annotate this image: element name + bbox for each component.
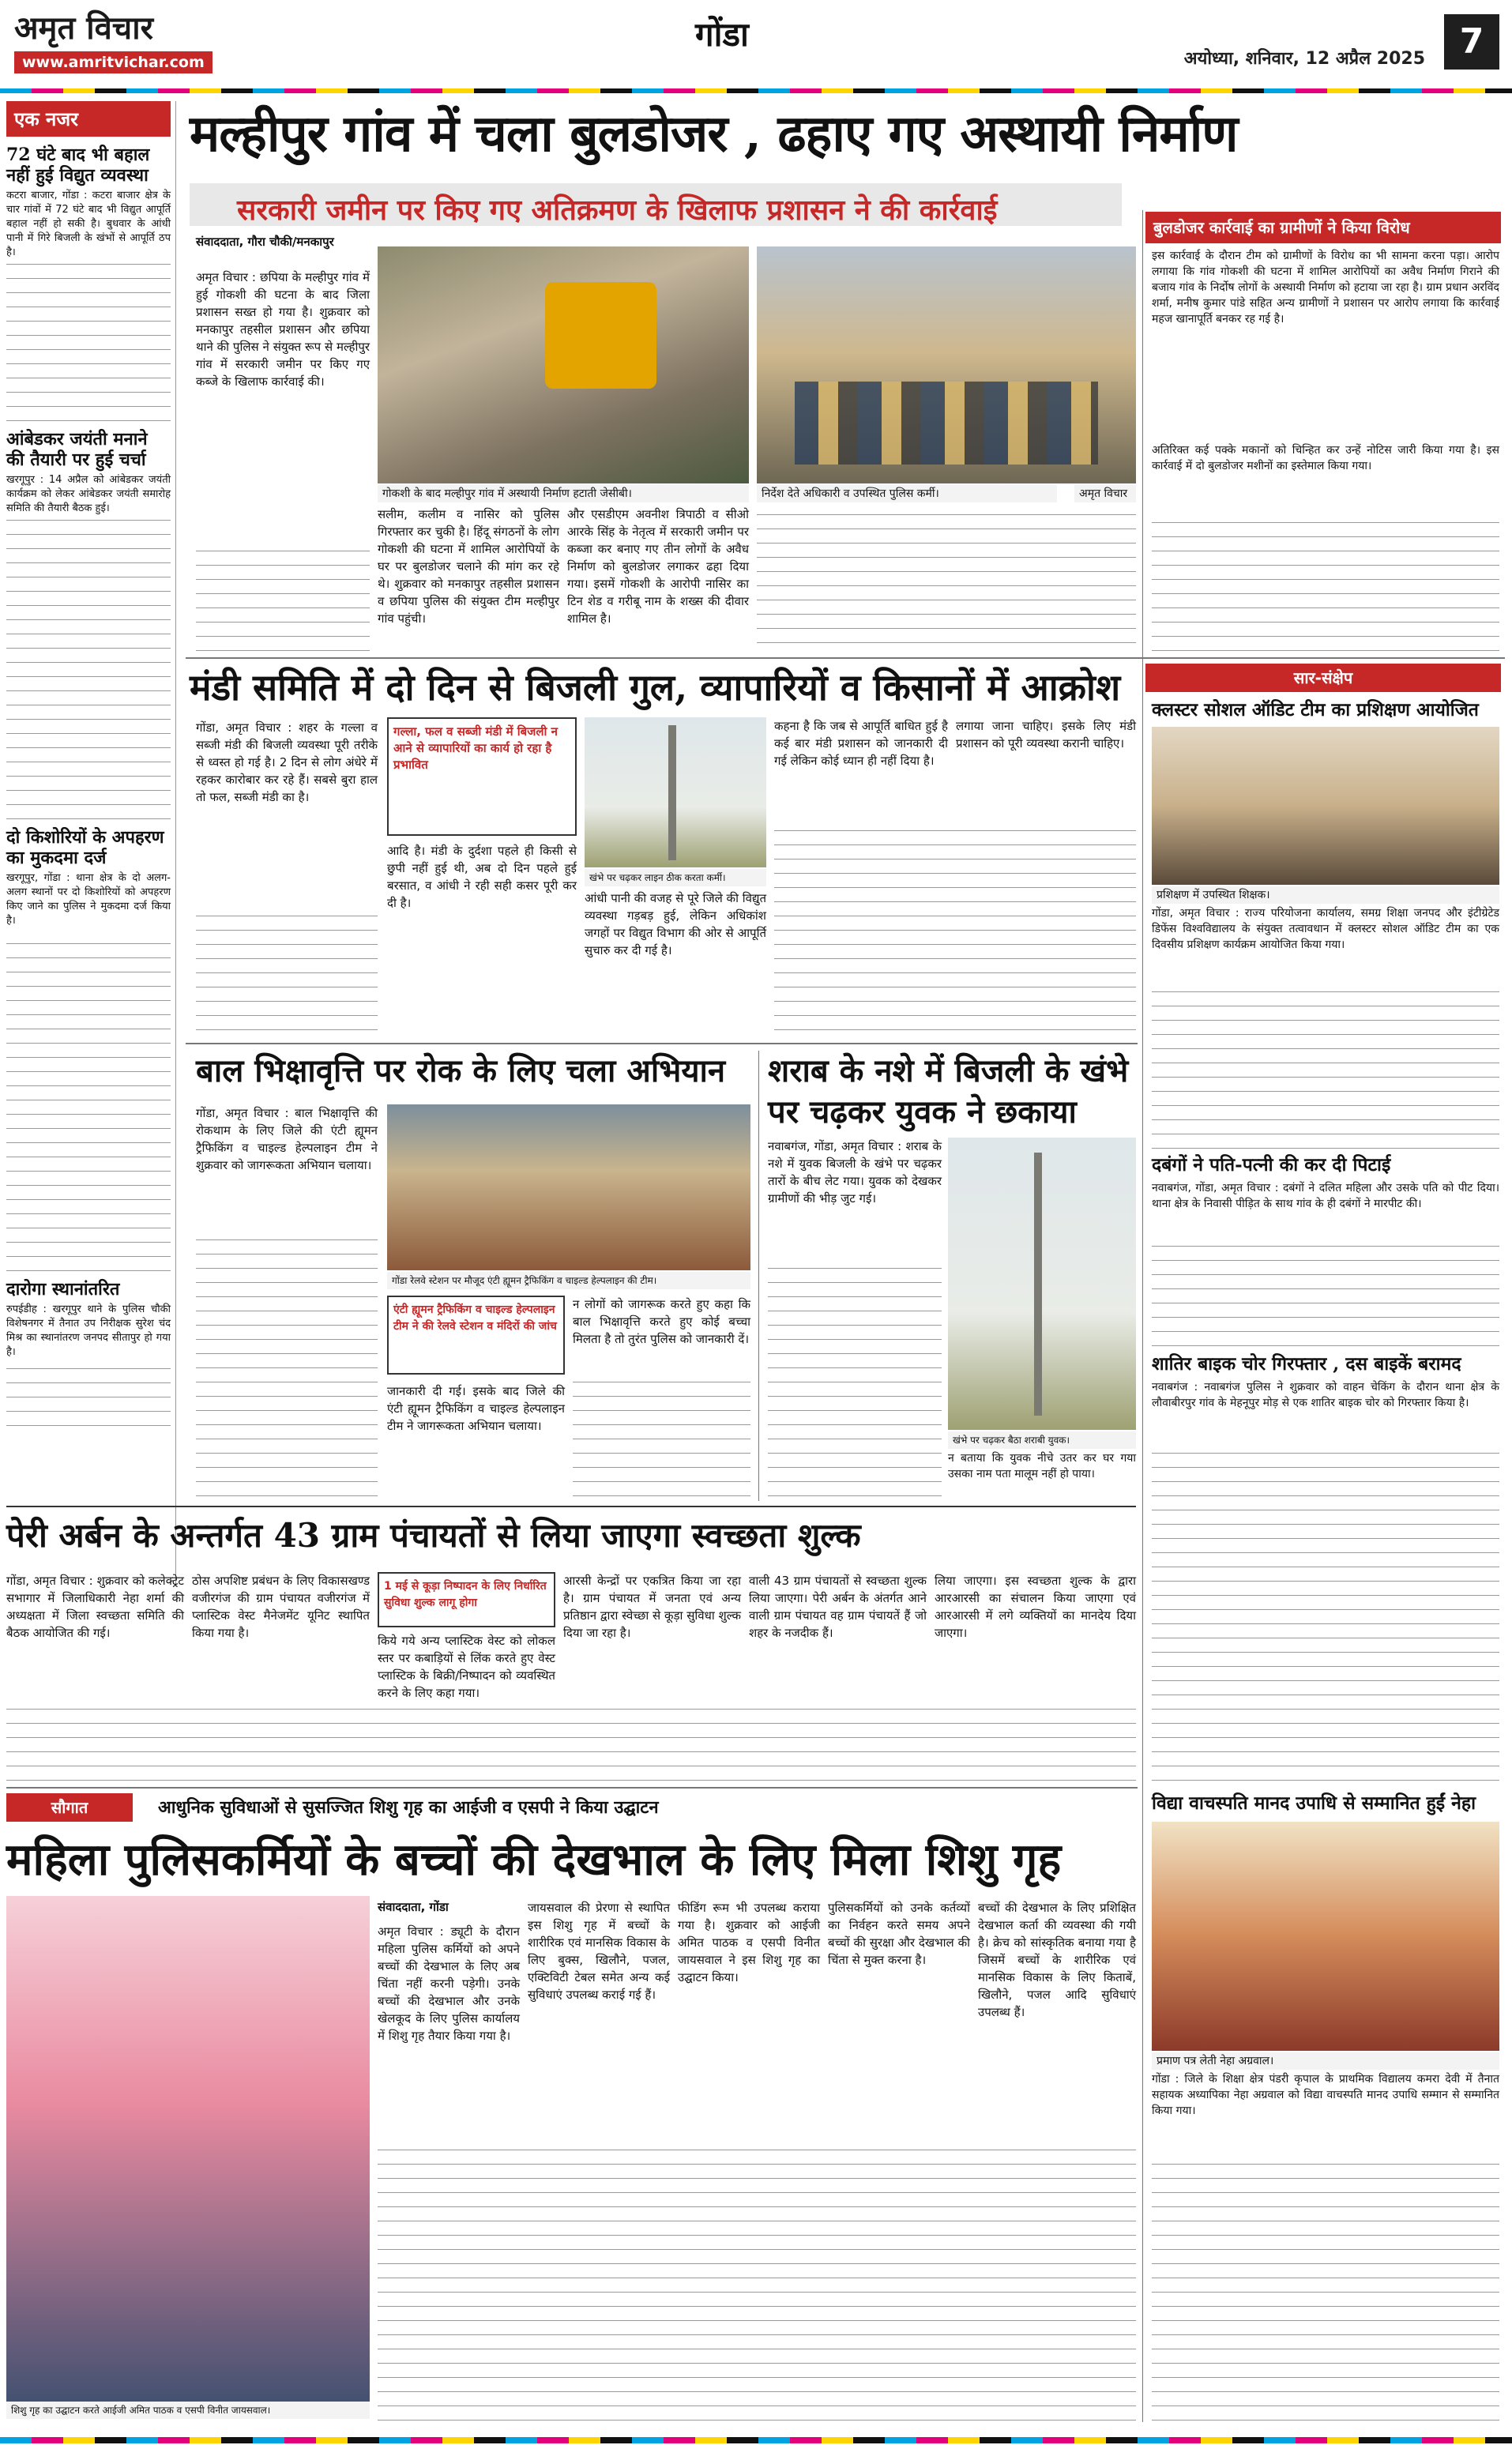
- brief-body: नवाबगंज : नवाबगंज पुलिस ने शुक्रवार को वाहन चेकिंग के दौरान थाना क्षेत्र के लौवाबीरपुर गांव के मेहनूपुर मोड़ से एक शातिर बाइक चोर को गिरफ्तार किया है।: [1152, 1381, 1499, 1409]
- story6-subheadline: आधुनिक सुविधाओं से सुसज्जित शिशु गृह का आईजी व एसपी ने किया उद्घाटन: [158, 1798, 659, 1818]
- text-lines: [774, 817, 1136, 1030]
- column-rule: [1142, 210, 1143, 2422]
- story1-text-col: [196, 537, 370, 656]
- story3-text-col: गोंडा, अमृत विचार : बाल भिक्षावृत्ति की रोकथाम के लिए जिले की एंटी ह्यूमन ट्रैफिकिंग व चाइल्ड हेल्पलाइन टीम ने शुक्रवार को जागरूकता अभियान चलाया।: [196, 1106, 378, 1172]
- text-lines: [1152, 991, 1499, 1149]
- brief-body: गोंडा : जिले के शिक्षा क्षेत्र पंडरी कृपाल के प्राथमिक विद्यालय कमरा देवी में तैनात सहायक अध्यापिका नेहा अग्रवाल को विद्या वाचस्पति मानद उपाधि सम्मान से सम्मानित किया गया।: [1152, 2073, 1499, 2117]
- color-registration-bar: [0, 88, 1512, 93]
- story1-text-col: [757, 506, 1136, 648]
- left-column: [6, 101, 176, 1586]
- sar-sankshep-tag: सार-संक्षेप: [1145, 664, 1501, 692]
- sidebox-tail: अतिरिक्त कई पक्के मकानों को चिन्हित कर उन्हें नोटिस जारी किया गया है। इस कार्रवाई में दो बुलडोजर मशीनों का इस्तेमाल किया गया।: [1152, 444, 1499, 472]
- creche-inauguration-photo: [6, 1896, 370, 2417]
- text-lines: [1152, 1449, 1499, 1781]
- brief-headline: आंबेडकर जयंती मनाने की तैयारी पर हुई चर्चा: [6, 429, 148, 470]
- text-lines: [768, 1259, 942, 1496]
- story6-text-col: जायसवाल की प्रेरणा से स्थापित इस शिशु गृह में बच्चों के शारीरिक एवं मानसिक विकास के लिए बुक्स, खिलौने, पजल, एक्टिविटी टेबल समेत अन्य कई सुविधाएं उपलब्ध कराई गई हैं।: [528, 1901, 670, 2002]
- text-lines: [6, 1702, 1136, 1781]
- story1-headline: मल्हीपुर गांव में चला बुलडोजर , ढहाए गए अस्थायी निर्माण: [190, 104, 1238, 164]
- story1-lead: अमृत विचार : छपिया के मल्हीपुर गांव में हुई गोकशी की घटना के बाद जिला प्रशासन सख्त हो गया है। शुक्रवार को मनकापुर तहसील प्रशासन और छपिया थाने की पुलिस ने संयुक्त रूप से मल्हीपुर गांव में सरकारी जमीन पर किए गए कब्जे के खिलाफ कार्रवाई की।: [196, 270, 370, 389]
- pole-climber-photo: [948, 1138, 1136, 1430]
- brief-headline: दो किशोरियों के अपहरण का मुकदमा दर्ज: [6, 827, 164, 868]
- story1-byline: संवाददाता, गौरा चौकी/मनकापुर: [196, 235, 334, 249]
- story4-text-col: न बताया कि युवक नीचे उतर कर घर गया उसका नाम पता मालूम नहीं हो पाया।: [948, 1452, 1136, 1480]
- bulldozer-photo: [378, 246, 749, 483]
- story2-text-col: आंधी पानी की वजह से पूरे जिले की विद्युत व्यवस्था गड़बड़ हुई, लेकिन अधिकांश जगहों पर विद्युत विभाग की ओर से आपूर्ति सुचारु कर दी गई है।: [585, 891, 766, 957]
- brand-url[interactable]: www.amritvichar.com: [14, 51, 213, 73]
- section-name: गोंडा: [695, 15, 749, 54]
- dateline: अयोध्या, शनिवार, 12 अप्रैल 2025: [1183, 49, 1425, 69]
- story5-text-col: गोंडा, अमृत विचार : शुक्रवार को कलेक्ट्रेट सभागार में जिलाधिकारी नेहा शर्मा की अध्यक्षता में जिला स्वच्छता समिति की बैठक आयोजित की गई।: [6, 1574, 184, 1640]
- award-photo: [1152, 1822, 1499, 2051]
- story1-text-col: सलीम, कलीम व नासिर को पुलिस गिरफ्तार कर चुकी है। हिंदू संगठनों के लोग गोकशी की घटना में शामिल आरोपियों के घर पर बुलडोजर चलाने की मांग कर रहे थे। शुक्रवार को मनकापुर तहसील प्रशासन व छपिया पुलिस की संयुक्त टीम मल्हीपुर गांव पहुंची।: [378, 507, 559, 626]
- story6-text-col: फीडिंग रूम भी उपलब्ध कराया गया है। शुक्रवार को आईजी अमित पाठक व एसपी विनीत जायसवाल ने इस शिशु गृह का उद्घाटन किया।: [678, 1901, 820, 1984]
- text-lines: [196, 1228, 378, 1496]
- photo-caption: गोंडा रेलवे स्टेशन पर मौजूद एंटी ह्यूमन ट्रैफिकिंग व चाइल्ड हेल्पलाइन की टीम।: [387, 1272, 750, 1289]
- text-lines: [6, 263, 171, 421]
- story3-inset: एंटी ह्यूमन ट्रैफिकिंग व चाइल्ड हेल्पलाइन टीम ने की रेलवे स्टेशन व मंदिरों की जांच: [387, 1296, 565, 1375]
- brief-body: रुपईडीह : खरगूपुर थाने के पुलिस चौकी विशेषनगर में तैनात उप निरीक्षक सुरेश चंद मिश्र का स्थानांतरण जनपद सीतापुर हो गया है।: [6, 1303, 171, 1358]
- brief-body: खरगूपुर : 14 अप्रैल को आंबेडकर जयंती कार्यक्रम को लेकर आंबेडकर जयंती समारोह समिति की तैयारी बैठक हुई।: [6, 474, 171, 514]
- section-divider: [186, 657, 1505, 659]
- story2-text-col: लगाया जाना चाहिए। इसके लिए मंडी प्रशासन को पूरी व्यवस्था करानी चाहिए।: [956, 719, 1136, 750]
- brand-name: अमृत विचार: [14, 9, 153, 47]
- section-divider: [6, 1787, 1138, 1789]
- brief-headline: दबंगों ने पति-पत्नी की कर दी पिटाई: [1152, 1154, 1391, 1175]
- story6-text-col: पुलिसकर्मियों को उनके कर्तव्यों का निर्वहन करते समय अपने बच्चों की सुरक्षा और देखभाल की चिंता से मुक्त करना है।: [828, 1901, 970, 1967]
- photo-caption: शिशु गृह का उद्घाटन करते आईजी अमित पाठक व एसपी विनीत जायसवाल।: [6, 2402, 370, 2419]
- story5-text-col: आरसी केन्द्रों पर एकत्रित किया जा रहा है। ग्राम पंचायत में जनता एवं अन्य प्रतिष्ठान द्वारा स्वेच्छा से कूड़ा सुविधा शुल्क दिया जा रहा है।: [563, 1574, 741, 1640]
- text-lines: [573, 1378, 750, 1496]
- story6-text-col: अमृत विचार : ड्यूटी के दौरान महिला पुलिस कर्मियों को अपने बच्चों की देखभाल के लिए अब चिंता नहीं करनी पड़ेगी। उनके बच्चों की देखभाल और उनके खेलकूद के लिए पुलिस कार्यालय में शिशु गृह तैयार किया गया है।: [378, 1924, 520, 2043]
- text-lines: [6, 519, 171, 819]
- story5-headline: पेरी अर्बन के अन्तर्गत 43 ग्राम पंचायतों से लिया जाएगा स्वच्छता शुल्क: [6, 1506, 1136, 1559]
- color-registration-bar: [0, 2437, 1512, 2443]
- brand: [14, 5, 251, 73]
- sidebox-body: इस कार्रवाई के दौरान टीम को ग्रामीणों के विरोध का भी सामना करना पड़ा। आरोप लगाया कि गांव गोकशी की घटना में शामिल आरोपियों का अवैध निर्माण गिराने की बजाय गांव के निर्दोष लोगों के अस्थायी निर्माण को हटाया जा रहा है। ग्राम प्रधान अरविंद शर्मा, मनीष कुमार पांडे सहित अन्य ग्रामीणों ने प्रशासन पर आरोप लगाया कि कार्रवाई महज खानापूर्ति बनकर रह गई है।: [1152, 250, 1499, 325]
- brief-body: कटरा बाजार, गोंडा : कटरा बाजार क्षेत्र के चार गांवों में 72 घंटे बाद भी विद्युत आपूर्ति बहाल नहीं हो सकी है। बुधवार के आंधी पानी में गिरे बिजली के खंभों से आपूर्ति ठप है।: [6, 190, 171, 258]
- anti-trafficking-team-photo: [387, 1104, 750, 1270]
- story2-text-col: गोंडा, अमृत विचार : शहर के गल्ला व सब्जी मंडी की बिजली व्यवस्था पूरी तरीके से ध्वस्त हो गई है। 2 दिन से लोग अंधेरे में रहकर कारोबार कर रहे हैं। सबसे बुरा हाल तो फल, सब्जी मंडी का है।: [196, 720, 378, 804]
- photo-caption: प्रशिक्षण में उपस्थित शिक्षक।: [1152, 886, 1499, 904]
- photo-caption: प्रमाण पत्र लेती नेहा अग्रवाल।: [1152, 2052, 1499, 2070]
- story5-text-col: किये गये अन्य प्लास्टिक वेस्ट को लोकल स्तर पर कबाड़ियों से लिंक करते हुए वेस्ट प्लास्टिक के बिक्री/निष्पादन को व्यवस्थित करने के लिए कहा गया।: [378, 1634, 555, 1700]
- story3-text-col: न लोगों को जागरूक करते हुए कहा कि बाल भिक्षावृत्ति करते हुए कोई बच्चा मिलता है तो तुरंत पुलिस को जानकारी दें।: [573, 1297, 750, 1346]
- text-lines: [1152, 1236, 1499, 1346]
- story5-inset: 1 मई से कूड़ा निष्पादन के लिए निर्धारित सुविधा शुल्क लागू होगा: [378, 1572, 555, 1627]
- photo-caption: खंभे पर चढ़कर बैठा शराबी युवक।: [948, 1431, 1136, 1449]
- brief-headline: दारोगा स्थानांतरित: [6, 1279, 120, 1300]
- masthead: [0, 0, 1512, 93]
- photo-caption: खंभे पर चढ़कर लाइन ठीक करता कर्मी।: [585, 869, 766, 886]
- story3-headline: बाल भिक्षावृत्ति पर रोक के लिए चला अभियान: [196, 1052, 726, 1089]
- story6-text-col: बच्चों की देखभाल के लिए प्रशिक्षित देखभाल कर्ता की व्यवस्था की गयी है। क्रेच को सांस्कृतिक बनाया गया है जिसमें बच्चों के शारीरिक एवं मानसिक विकास के लिए किताबें, खिलौने, पजल आदि सुविधाएं उपलब्ध हैं।: [978, 1901, 1136, 2019]
- story6-byline: संवाददाता, गोंडा: [378, 1900, 449, 1914]
- story3-text-col: जानकारी दी गई। इसके बाद जिले की एंटी ह्यूमन ट्रैफिकिंग व चाइल्ड हेल्पलाइन टीम ने जागरूकता अभियान चलाया।: [387, 1384, 565, 1433]
- story2-headline: मंडी समिति में दो दिन से बिजली गुल, व्यापारियों व किसानों में आक्रोश: [190, 666, 1121, 709]
- story2-text-col: कहना है कि जब से आपूर्ति बाधित हुई है कई बार मंडी प्रशासन को जानकारी दी गई लेकिन कोई ध्यान ही नहीं दिया है।: [774, 719, 948, 768]
- brief-headline: क्लस्टर सोशल ऑडिट टीम का प्रशिक्षण आयोजित: [1152, 699, 1479, 720]
- story5-text-col: ठोस अपशिष्ट प्रबंधन के लिए विकासखण्ड वजीरगंज की ग्राम पंचायत वजीरगंज में प्लास्टिक वेस्ट मैनेजमेंट यूनिट स्थापित किया गया है।: [192, 1574, 370, 1640]
- photo-caption: गोकशी के बाद मल्हीपुर गांव में अस्थायी निर्माण हटाती जेसीबी।: [378, 485, 749, 502]
- story5-text-col: लिया जाएगा। इस स्वच्छता शुल्क के द्वारा आरआरसी का संचालन किया जाएगा एवं आरआरसी में लगे व्यक्तियों का मानदेय दिया जाएगा।: [935, 1574, 1136, 1640]
- story2-inset: गल्ला, फल व सब्जी मंडी में बिजली न आने से व्यापारियों का कार्य हो रहा है प्रभावित: [387, 717, 577, 836]
- brief-headline: शातिर बाइक चोर गिरफ्तार , दस बाइकें बरामद: [1152, 1353, 1461, 1375]
- story4-headline: शराब के नशे में बिजली के खंभे पर चढ़कर युवक ने छकाया: [768, 1052, 1129, 1130]
- brief-body: नवाबगंज, गोंडा, अमृत विचार : दबंगों ने दलित महिला और उसके पति को पीट दिया। थाना क्षेत्र के निवासी पीड़ित के साथ गांव के ही दबंगों ने मारपीट की।: [1152, 1182, 1499, 1210]
- story5-text-col: वाली 43 ग्राम पंचायतों से स्वच्छता शुल्क लिया जाएगा। पेरी अर्बन के अंतर्गत आने वाली ग्राम पंचायत वह ग्राम पंचायतें हैं जो शहर के नजदीक हैं।: [749, 1574, 927, 1640]
- text-lines: [378, 2136, 1136, 2421]
- section-divider: [186, 1043, 1138, 1044]
- text-lines: [6, 1363, 171, 1426]
- text-lines: [6, 931, 171, 1271]
- brief-body: गोंडा, अमृत विचार : राज्य परियोजना कार्यालय, समग्र शिक्षा जनपद और इंटीग्रेटेड डिफेंस विश्वविद्यालय के संयुक्त तत्वावधान में क्लस्टर सोशल ऑडिट टीम का एक दिवसीय प्रशिक्षण कार्यक्रम आयोजित किया गया।: [1152, 907, 1499, 951]
- officials-photo: [757, 246, 1136, 483]
- text-lines: [1152, 517, 1499, 651]
- text-lines: [1152, 2152, 1499, 2421]
- column-rule: [758, 1051, 759, 1501]
- brief-headline: 72 घंटे बाद भी बहाल नहीं हुई विद्युत व्यवस्था: [6, 145, 150, 186]
- page-number: 7: [1444, 14, 1499, 70]
- story4-text-col: नवाबगंज, गोंडा, अमृत विचार : शराब के नशे में युवक बिजली के खंभे पर चढ़कर तारों के बीच लेट गया। युवक को देखकर ग्रामीणों की भीड़ जुट गई।: [768, 1139, 942, 1206]
- story1-text-col: और एसडीएम अवनीश त्रिपाठी व सीओ आरके सिंह के नेतृत्व में सरकारी जमीन पर कब्जा कर बनाए गए तीन लोगों के अवैध निर्माण को बुलडोजर लगाकर ढहा दिया गया। इसमें गोकशी के आरोपी नासिर का टिन शेड व गरीबू नाम के शख्स की दीवार शामिल है।: [567, 507, 749, 626]
- brief-headline: विद्या वाचस्पति मानद उपाधि से सम्मानित हुईं नेहा: [1152, 1792, 1476, 1814]
- text-lines: [196, 912, 378, 1030]
- saugat-tag: सौगात: [6, 1793, 133, 1822]
- photo-caption: निर्देश देते अधिकारी व उपस्थित पुलिस कर्मी।: [757, 485, 1057, 502]
- story6-headline: महिला पुलिसकर्मियों के बच्चों की देखभाल के लिए मिला शिशु गृह: [6, 1834, 1062, 1886]
- brief-body: खरगूपुर, गोंडा : थाना क्षेत्र के दो अलग-अलग स्थानों पर दो किशोरियों को अपहरण किए जाने का पुलिस ने मुकदमा दर्ज किया है।: [6, 872, 171, 927]
- photo-credit: अमृत विचार: [1074, 485, 1136, 502]
- ek-nazar-tag: एक नजर: [6, 101, 171, 137]
- lineman-photo: [585, 717, 766, 867]
- story2-text-col: आदि है। मंडी के दुर्दशा पहले ही किसी से छुपी नहीं हुई थी, अब दो दिन पहले हुई बरसात, व आंधी ने रही सही कसर पूरी कर दी है।: [387, 844, 577, 910]
- training-photo: [1152, 727, 1499, 885]
- story1-subheadline: सरकारी जमीन पर किए गए अतिक्रमण के खिलाफ प्रशासन ने की कार्रवाई: [237, 194, 998, 227]
- sidebox-heading: बुलडोजर कार्रवाई का ग्रामीणों ने किया विरोध: [1145, 212, 1501, 243]
